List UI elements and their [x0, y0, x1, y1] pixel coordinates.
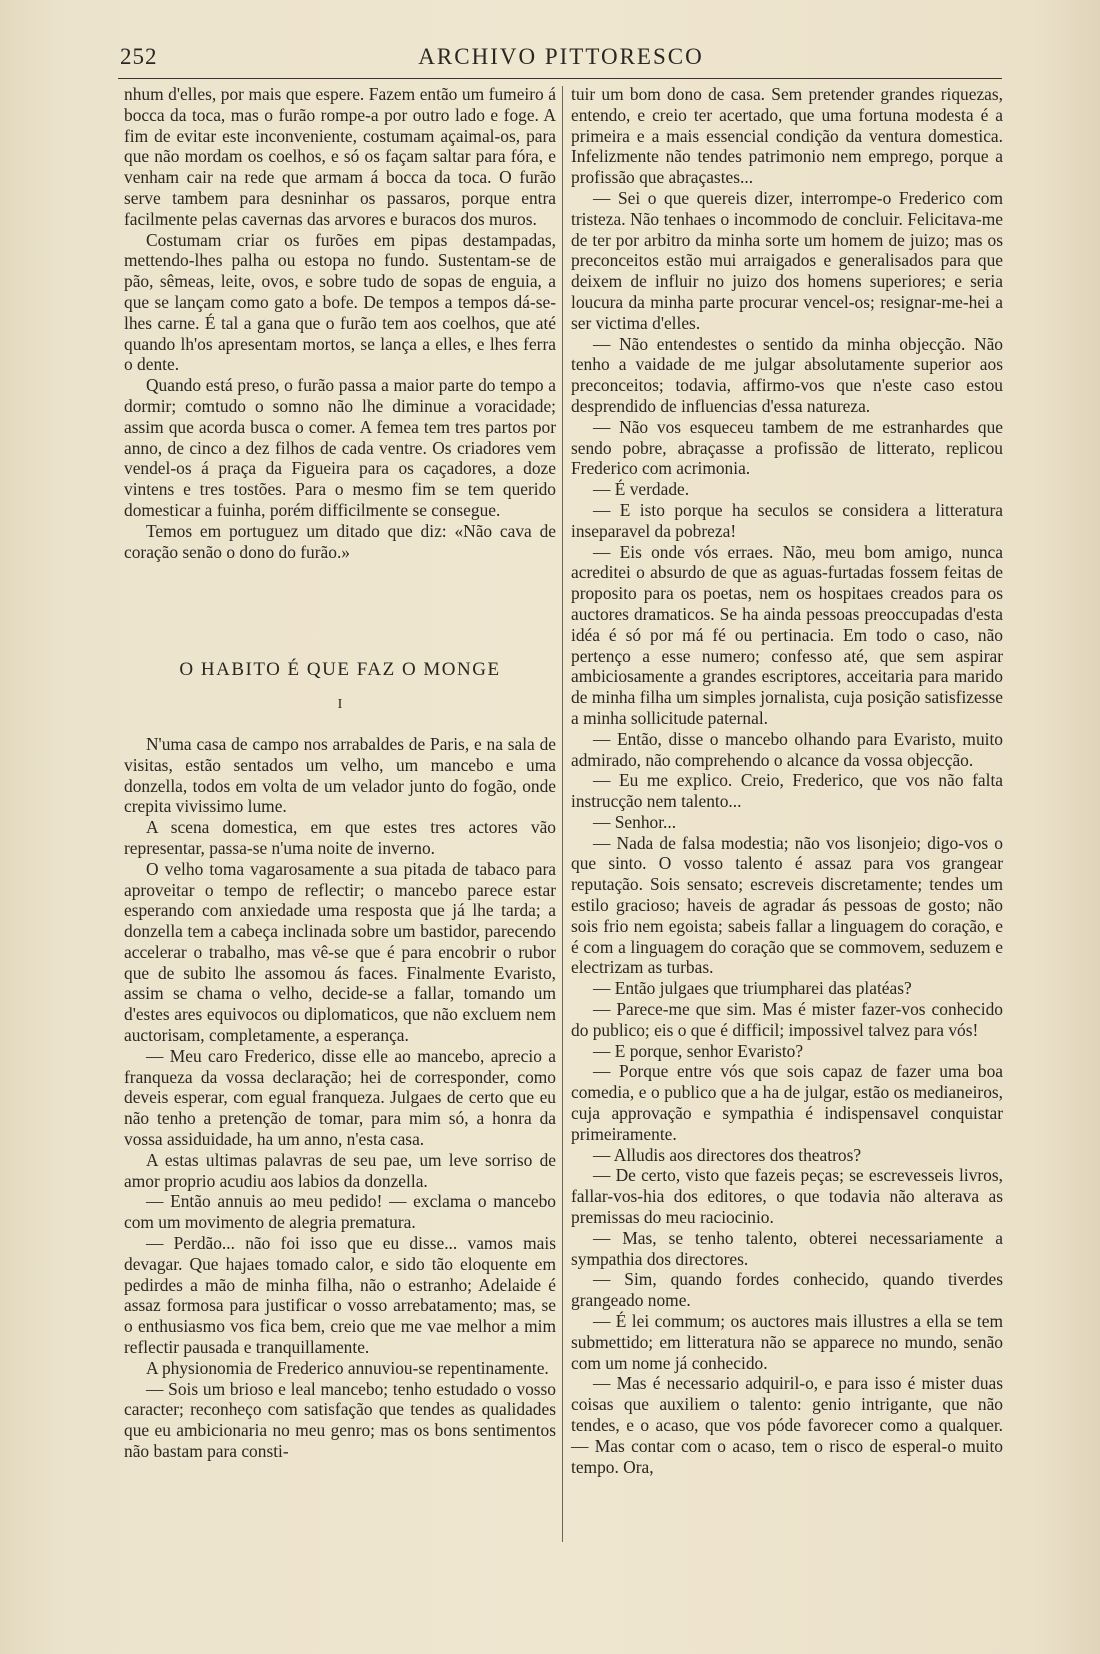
- paragraph: — Então julgaes que triumpharei das platéas?: [593, 978, 912, 999]
- paragraph: — De certo, visto que fazeis peças; se escrevesseis livros, fallar-vos-hia dos editores, o que todavia não alterava as premissas do meu raciocinio.: [571, 1165, 1003, 1228]
- paragraph: A scena domestica, em que estes tres actores vão representar, passa-se n'uma noite de inverno.: [124, 817, 556, 858]
- paragraph: — Eu me explico. Creio, Frederico, que vos não falta instrucção nem talento...: [571, 770, 1003, 812]
- paragraph: — Parece-me que sim. Mas é mister fazer-vos conhecido do publico; eis o que é difficil; impossivel talvez para vós!: [571, 999, 1003, 1040]
- right-column: [571, 84, 1003, 1477]
- paragraph: — Eis onde vós erraes. Não, meu bom amigo, nunca acreditei o absurdo de que as aguas-furtadas fossem feitas de proposito para os poetas, nem os hospitaes creados para os auctores dramaticos. Se ha ainda pessoas preoccupadas d'esta idéa é só por má fé ou pertinacia. Em todo o caso, não pertenço a esse numero; confesso até, que sem aspirar ambiciosamente a grandes escriptores, acceitaria para marido de minha filha um simples jornalista, cuja posição satisfizesse a minha sollicitude paternal.: [571, 541, 1003, 728]
- paragraph: — Sim, quando fordes conhecido, quando tiverdes grangeado nome.: [571, 1269, 1003, 1311]
- paragraph: — Sei o que quereis dizer, interrompe-o Frederico com tristeza. Não tenhaes o incommodo de concluir. Felicitava-me de ter por arbitro da minha sorte um homem de juizo; mas os preconceitos estão mui arraigados e generalisados para que deixem de influir no juizo dos homens superiores; e seria loucura da minha parte procurar vencel-os; resignar-me-hei a ser victima d'elles.: [571, 187, 1003, 333]
- paragraph: O velho toma vagarosamente a sua pitada de tabaco para aproveitar o tempo de reflectir; o mancebo parece estar esperando com anxiedade uma resposta que já lhe tarda; a donzella tem a cabeça inclinada sobre um bastidor, parecendo accelerar o trabalho, mas vê-se que é para encobrir o rubor que de subito lhe assomou ás faces. Finalmente Evaristo, assim se chama o velho, decide-se a fallar, tomando um d'estes ares equivocos ou diplomaticos, que não excluem nem auctorisam, completamente, a esperança.: [124, 858, 556, 1046]
- paragraph: — Nada de falsa modestia; não vos lisonjeio; digo-vos o que sinto. O vosso talento é assaz para vos grangear reputação. Sois sensato; escreveis discretamente; tendes um estilo gracioso; haveis de agradar ás pessoas de gosto; não sois frio nem egoista; sabeis fallar a linguagem do coração, e é com a linguagem do coração que se commovem, seduzem e electrizam as turbas.: [571, 832, 1003, 978]
- paragraph: — Alludis aos directores dos theatros?: [593, 1144, 862, 1165]
- paragraph: — Perdão... não foi isso que eu disse... vamos mais devagar. Que hajaes tomado calor, e sido tão eloquente em pedirdes a mão de minha filha, não o estranho; Adelaide é assaz formosa para justificar o vosso arrebatamento; mas, se o enthusiasmo vos fica bem, creio que me vae melhor a mim reflectir pausada e tranquillamente.: [124, 1233, 556, 1358]
- column-divider: [562, 86, 563, 1542]
- paragraph: — É verdade.: [593, 479, 690, 500]
- paragraph: — Não entendestes o sentido da minha objecção. Não tenho a vaidade de me julgar absolutamente superior aos preconceitos; todavia, affirmo-vos que n'este caso estou desprendido de influencias d'essa natureza.: [571, 333, 1003, 416]
- paragraph: — Então, disse o mancebo olhando para Evaristo, muito admirado, não comprehendo o alcance da vossa objecção.: [571, 728, 1003, 770]
- left-column: [124, 84, 556, 1462]
- section-title: O HABITO É QUE FAZ O MONGE: [179, 659, 501, 681]
- paragraph: — Mas, se tenho talento, obterei necessariamente a sympathia dos directores.: [571, 1227, 1003, 1269]
- paragraph: — Sois um brioso e leal mancebo; tenho estudado o vosso caracter; reconheço com satisfação que tendes as qualidades que eu ambicionaria no meu genro; mas os bons sentimentos não bastam para consti-: [124, 1378, 556, 1462]
- paragraph: tuir um bom dono de casa. Sem pretender grandes riquezas, entendo, e creio ter acertado, que uma fortuna modesta é a primeira e a mais essencial condição da ventura domestica. Infelizmente não tendes patrimonio nem emprego, porque a profissão que abraçastes...: [571, 84, 1003, 188]
- paragraph: — E porque, senhor Evaristo?: [593, 1040, 804, 1061]
- paragraph: N'uma casa de campo nos arrabaldes de Paris, e na sala de visitas, estão sentados um velho, um mancebo e uma donzella, todos em volta de um velador junto do fogão, onde crepita vivissimo lume.: [124, 733, 556, 817]
- paragraph: A physionomia de Frederico annuviou-se repentinamente.: [146, 1357, 549, 1378]
- page-number: 252: [120, 44, 158, 69]
- header-rule: [118, 78, 1002, 79]
- paragraph: — Porque entre vós que sois capaz de fazer uma boa comedia, e o publico que a ha de julgar, estão os medianeiros, cuja approvação e sympathia é indispensavel conquistar primeiramente.: [571, 1061, 1003, 1144]
- paragraph: — E isto porque ha seculos se considera a litteratura inseparavel da pobreza!: [571, 499, 1003, 541]
- running-title: ARCHIVO PITTORESCO: [418, 44, 704, 69]
- paragraph: A estas ultimas palavras de seu pae, um leve sorriso de amor proprio acudiu aos labios da donzella.: [124, 1149, 556, 1191]
- section-numeral: I: [337, 697, 343, 713]
- page-header: [120, 44, 1002, 76]
- paragraph: Quando está preso, o furão passa a maior parte do tempo a dormir; comtudo o somno não lhe diminue a voracidade; assim que acorda busca o comer. A femea tem tres partos por anno, de cinco a dez filhos de cada ventre. Os criadores vem vendel-os á praça da Figueira para os caçadores, a doze vintens e tres tostões. Para o mesmo fim se tem querido domesticar a fuinha, porém difficilmente se consegue.: [124, 375, 556, 520]
- paragraph: — Mas é necessario adquiril-o, e para isso é mister duas coisas que auxiliem o talento: genio intrigante, que não tendes, e o acaso, que vos póde favorecer como a qualquer. — Mas contar com o acaso, tem o risco de esperal-o muito tempo. Ora,: [571, 1373, 1003, 1477]
- paragraph: — Então annuis ao meu pedido! — exclama o mancebo com um movimento de alegria prematura.: [124, 1191, 556, 1233]
- paragraph: — Senhor...: [593, 811, 677, 832]
- paragraph: nhum d'elles, por mais que espere. Fazem então um fumeiro á bocca da toca, mas o furão rompe-a por outro lado e foge. A fim de evitar este inconveniente, costumam açaimal-os, para que não mordam os coelhos, e só os façam saltar para fóra, e venham cair na rede que armam á bocca da toca. O furão serve tambem para desninhar os passaros, porque entra facilmente pelas cavernas das arvores e buracos dos muros.: [124, 84, 556, 229]
- paragraph: — Não vos esqueceu tambem de me estranhardes que sendo pobre, abraçasse a profissão de litterato, replicou Frederico com acrimonia.: [571, 416, 1003, 479]
- paragraph: — É lei commum; os auctores mais illustres a ella se tem submettido; em litteratura não se apparece no mundo, senão com um nome já conhecido.: [571, 1311, 1003, 1373]
- paragraph: Costumam criar os furões em pipas destampadas, mettendo-lhes palha ou estopa no fundo. Sustentam-se de pão, sêmeas, leite, ovos, e sobre tudo de sopas de enguia, a que se lançam como gato a bofe. De tempos a tempos dá-se-lhes carne. É tal a gana que o furão tem aos coelhos, que até quando lh'os apresentam mortos, se lança a elles, e lhes ferra o dente.: [124, 229, 556, 375]
- paragraph: — Meu caro Frederico, disse elle ao mancebo, aprecio a franqueza da vossa declaração; hei de corresponder, como deveis esperar, com egual franqueza. Julgaes de certo que eu não tenho a pretenção de tomar, para mim só, a honra da vossa assiduidade, ha um anno, n'esta casa.: [124, 1045, 556, 1150]
- paragraph: Temos em portuguez um ditado que diz: «Não cava de coração senão o dono do furão.»: [124, 520, 556, 562]
